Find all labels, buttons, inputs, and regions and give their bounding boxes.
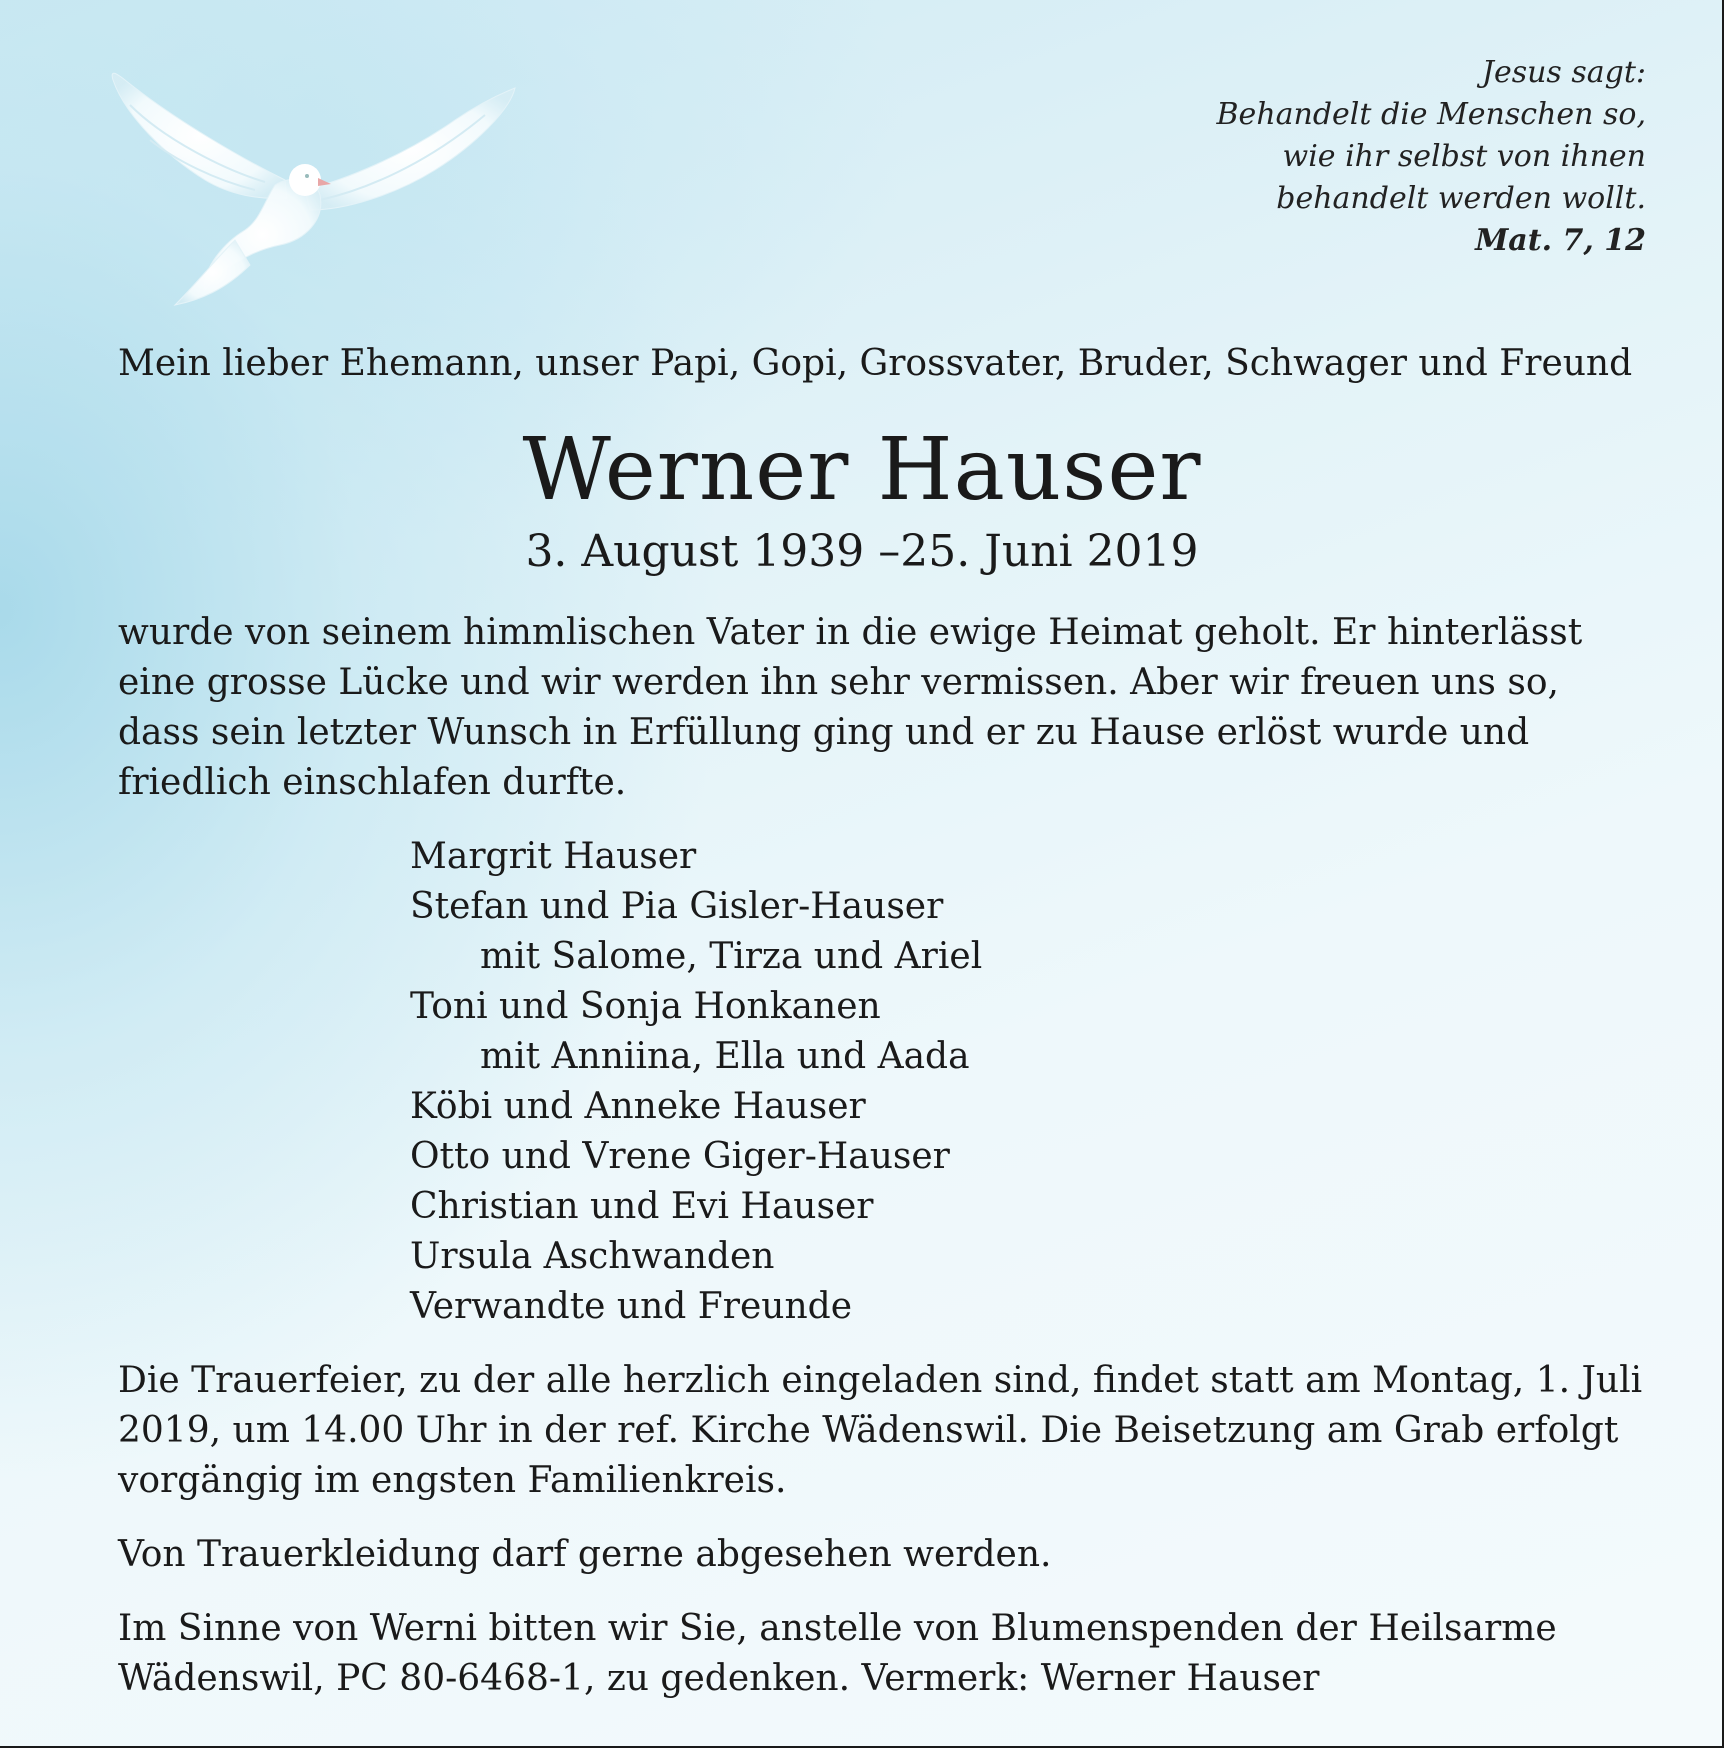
mourner-entry: Verwandte und Freunde bbox=[410, 1286, 853, 1327]
message-paragraph: wurde von seinem himmlischen Vater in die ewige Heimat geholt. Er hinterlässt eine grosse Lücke und wir werden ihn sehr vermissen. Aber wir freuen uns so, dass sein letzter Wunsch in Erfüllung ging und er zu Hause erlöst wurde und friedlich einschlafen durfte. bbox=[118, 612, 1583, 803]
dove-icon bbox=[55, 60, 525, 310]
donation-paragraph: Im Sinne von Werni bitten wir Sie, anstelle von Blumenspenden der Heilsarme Wädenswil, PC 80-6468-1, zu gedenken. Vermerk: Werner Hauser bbox=[118, 1608, 1557, 1699]
clothing-note: Von Trauerkleidung darf gerne abgesehen werden. bbox=[118, 1534, 1052, 1575]
mourner-entry: Margrit Hauser bbox=[410, 836, 697, 877]
verse-line: Behandelt die Menschen so, bbox=[1216, 97, 1646, 132]
verse-line: behandelt werden wollt. bbox=[1276, 181, 1646, 216]
verse-reference: Mat. 7, 12 bbox=[1475, 223, 1646, 258]
deceased-name: Werner Hauser bbox=[522, 420, 1202, 520]
verse-line: wie ihr selbst von ihnen bbox=[1282, 139, 1646, 174]
mourner-entry: Toni und Sonja Honkanen bbox=[410, 986, 881, 1027]
mourner-children: mit Anniina, Ella und Aada bbox=[480, 1036, 970, 1077]
mourner-children: mit Salome, Tirza und Ariel bbox=[480, 936, 983, 977]
mourner-entry: Otto und Vrene Giger-Hauser bbox=[410, 1136, 950, 1177]
intro-line: Mein lieber Ehemann, unser Papi, Gopi, Grossvater, Bruder, Schwager und Freund bbox=[118, 343, 1633, 384]
mourners-list bbox=[410, 832, 982, 1332]
bible-verse bbox=[1217, 52, 1646, 262]
mourner-entry: Ursula Aschwanden bbox=[410, 1236, 775, 1277]
mourner-entry: Christian und Evi Hauser bbox=[410, 1186, 874, 1227]
mourner-entry: Köbi und Anneke Hauser bbox=[410, 1086, 866, 1127]
ceremony-paragraph: Die Trauerfeier, zu der alle herzlich eingeladen sind, findet statt am Montag, 1. Juli 2019, um 14.00 Uhr in der ref. Kirche Wädenswil. Die Beisetzung am Grab erfolgt vorgängig im engsten Familienkreis. bbox=[118, 1360, 1643, 1501]
verse-line: Jesus sagt: bbox=[1481, 55, 1646, 90]
life-dates: 3. August 1939 –25. Juni 2019 bbox=[525, 526, 1199, 577]
mourner-entry: Stefan und Pia Gisler-Hauser bbox=[410, 886, 944, 927]
